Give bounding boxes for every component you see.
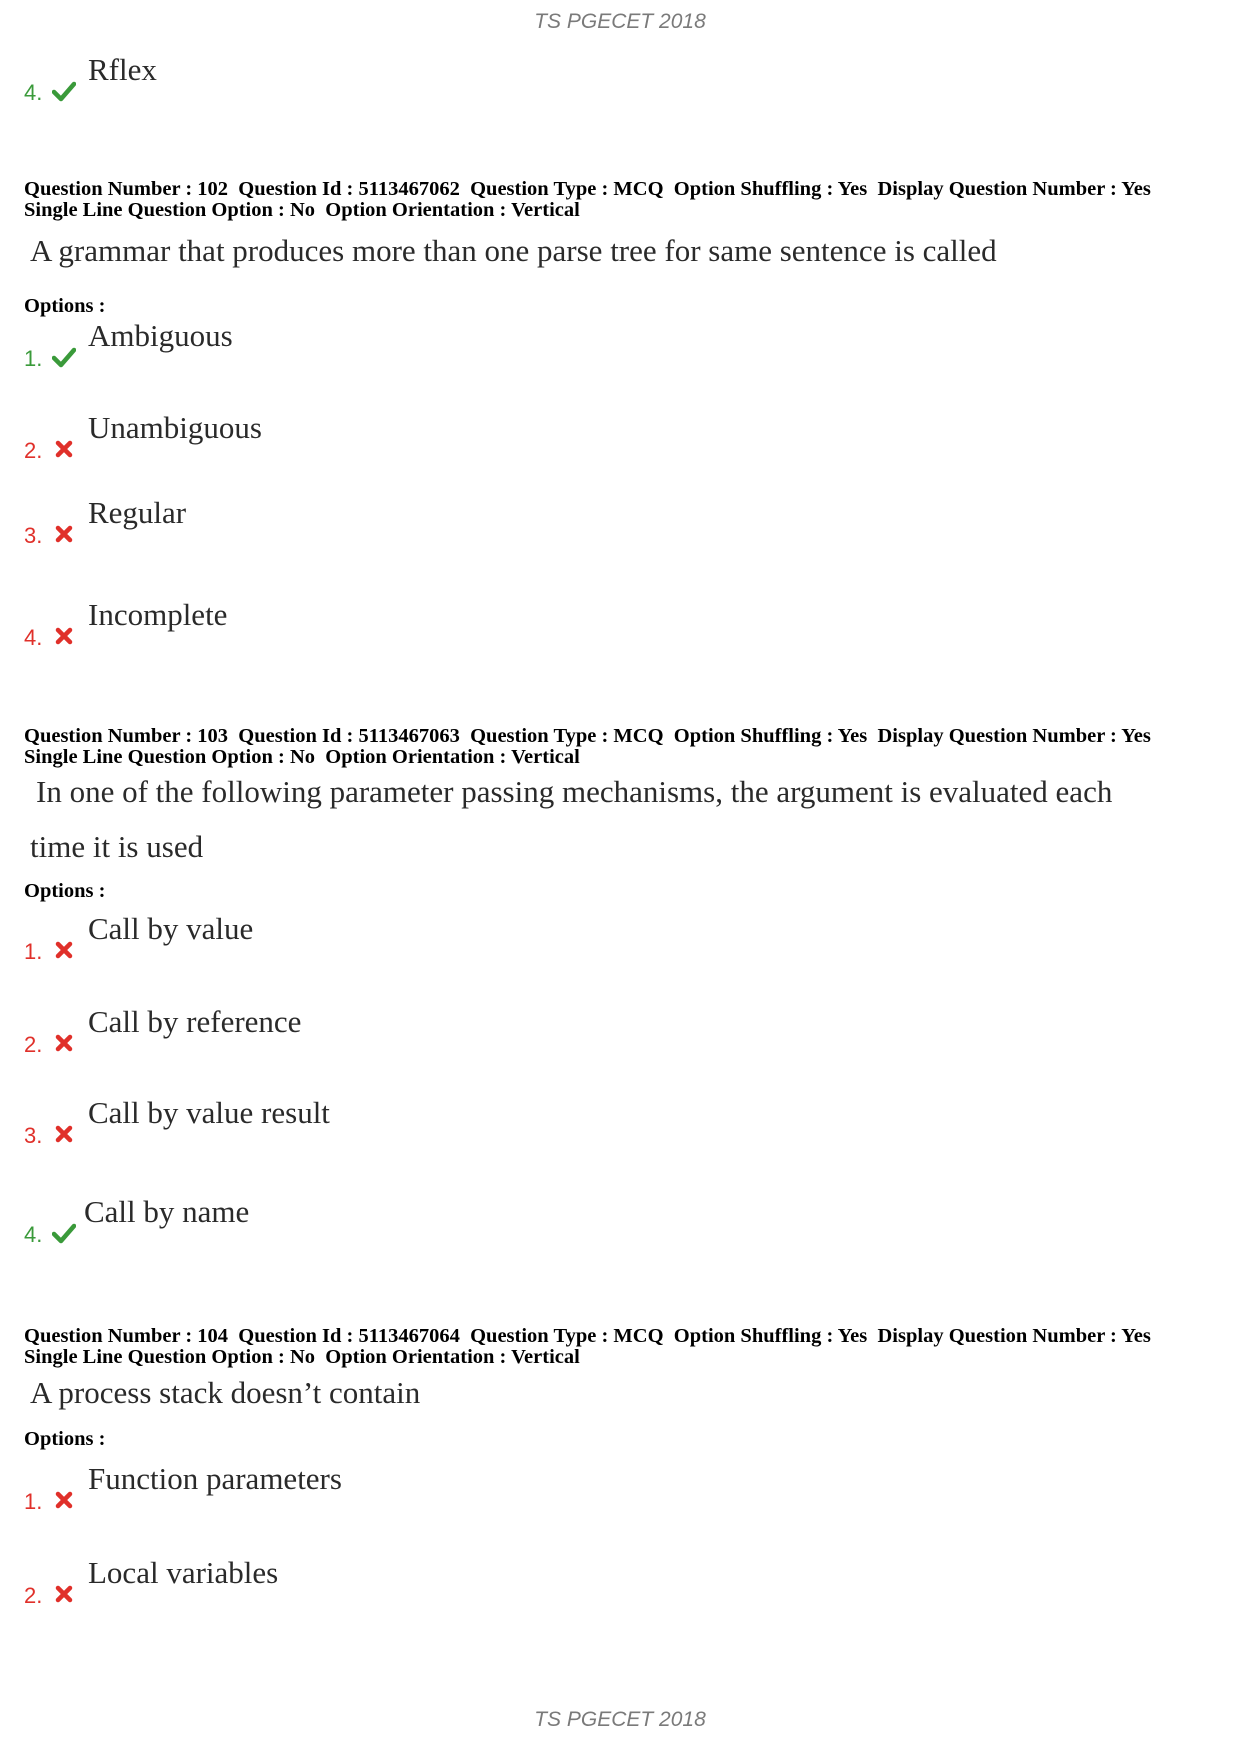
cross-icon xyxy=(52,438,76,460)
check-icon xyxy=(52,1222,76,1244)
options-label: Options : xyxy=(24,1428,106,1450)
option-number: 2. xyxy=(24,1583,43,1608)
option-number: 4. xyxy=(24,1222,43,1247)
cross-icon xyxy=(52,1583,76,1605)
option-text: Call by name xyxy=(84,1194,250,1229)
option-item xyxy=(24,410,924,470)
option-number: 2. xyxy=(24,438,43,463)
option-number: 4. xyxy=(24,625,43,650)
option-text: Rflex xyxy=(88,52,157,87)
cross-icon xyxy=(52,1032,76,1054)
page-footer: TS PGECET 2018 xyxy=(534,1708,706,1731)
question-meta-line1: Question Number : 103 Question Id : 5113467063 Question Type : MCQ Option Shuffling : Yes Display Question Number : Yes xyxy=(24,725,1151,747)
option-number: 1. xyxy=(24,939,43,964)
option-number: 2. xyxy=(24,1032,43,1057)
question-meta-line2: Single Line Question Option : No Option Orientation : Vertical xyxy=(24,1346,580,1368)
option-item xyxy=(24,1555,924,1615)
option-text: Call by value result xyxy=(88,1095,330,1130)
option-text: Call by value xyxy=(88,911,254,946)
option-text: Incomplete xyxy=(88,597,228,632)
cross-icon xyxy=(52,1489,76,1511)
option-text: Ambiguous xyxy=(88,318,233,353)
option-item xyxy=(24,1194,924,1254)
option-item xyxy=(24,1095,924,1155)
cross-icon xyxy=(52,523,76,545)
option-number: 3. xyxy=(24,523,43,548)
question-meta-line2: Single Line Question Option : No Option Orientation : Vertical xyxy=(24,199,580,221)
question-text: In one of the following parameter passing mechanisms, the argument is evaluated each xyxy=(36,774,1113,809)
question-meta xyxy=(24,726,1224,768)
option-item xyxy=(24,495,924,555)
question-text: A grammar that produces more than one parse tree for same sentence is called xyxy=(30,233,997,268)
option-text: Function parameters xyxy=(88,1461,342,1496)
question-meta-line1: Question Number : 102 Question Id : 5113467062 Question Type : MCQ Option Shuffling : Yes Display Question Number : Yes xyxy=(24,178,1151,200)
option-text: Regular xyxy=(88,495,187,530)
option-item xyxy=(24,1004,924,1064)
question-meta xyxy=(24,179,1224,221)
question-meta-line2: Single Line Question Option : No Option Orientation : Vertical xyxy=(24,746,580,768)
option-text: Unambiguous xyxy=(88,410,262,445)
check-icon xyxy=(52,346,76,368)
question-text-continued: time it is used xyxy=(30,829,204,864)
option-number: 1. xyxy=(24,346,43,371)
options-label: Options : xyxy=(24,880,106,902)
option-item xyxy=(24,52,924,112)
option-item xyxy=(24,1461,924,1521)
option-number: 3. xyxy=(24,1123,43,1148)
option-text: Local variables xyxy=(88,1555,279,1590)
question-meta xyxy=(24,1326,1224,1368)
question-text: A process stack doesn’t contain xyxy=(30,1375,421,1410)
question-meta-line1: Question Number : 104 Question Id : 5113467064 Question Type : MCQ Option Shuffling : Yes Display Question Number : Yes xyxy=(24,1325,1151,1347)
options-label: Options : xyxy=(24,295,106,317)
cross-icon xyxy=(52,1123,76,1145)
option-number: 4. xyxy=(24,80,43,105)
page-header: TS PGECET 2018 xyxy=(534,10,706,33)
cross-icon xyxy=(52,939,76,961)
cross-icon xyxy=(52,625,76,647)
option-item xyxy=(24,597,924,657)
option-item xyxy=(24,911,924,971)
check-icon xyxy=(52,80,76,102)
option-item xyxy=(24,318,924,378)
option-number: 1. xyxy=(24,1489,43,1514)
option-text: Call by reference xyxy=(88,1004,302,1039)
